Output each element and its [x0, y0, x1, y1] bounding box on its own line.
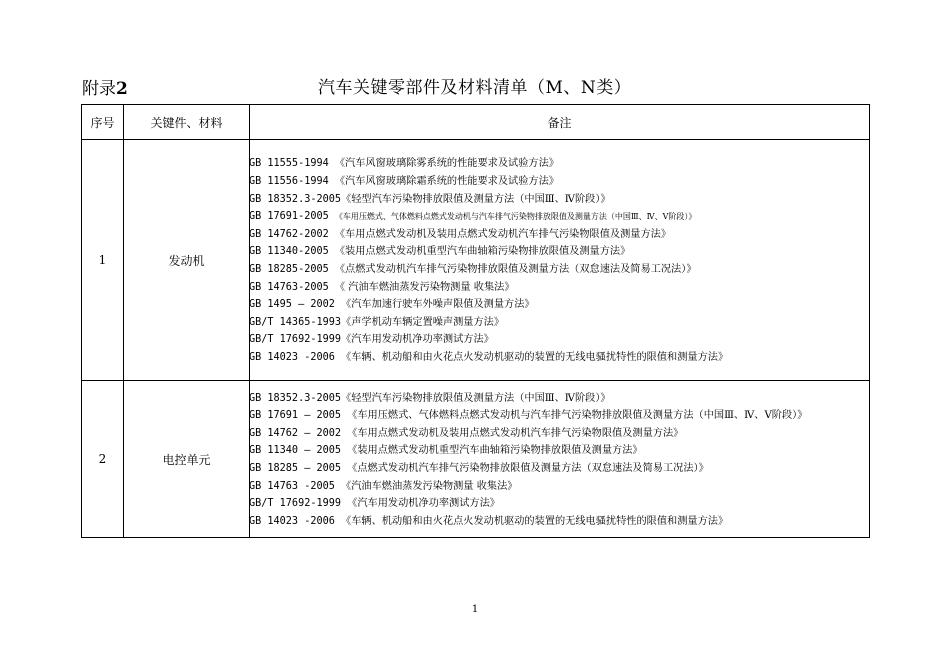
standard-code: GB/T 17692-1999: [249, 498, 348, 510]
standard-line: [249, 349, 869, 367]
document-title: 汽车关键零部件及材料清单（M、N类）: [318, 78, 632, 98]
column-header-index: 序号: [82, 105, 124, 140]
standard-title: 《点燃式发动机汽车排气污染物排放限值及测量方法（双怠速法及简易工况法）》: [347, 463, 709, 474]
standard-title: 《汽油车燃油蒸发污染物测量 收集法》: [341, 480, 518, 492]
row-notes: [250, 381, 870, 538]
row-index: 1: [82, 140, 124, 381]
standard-code: GB 11340 – 2005: [249, 445, 348, 457]
standards-list: [250, 153, 869, 366]
standard-line: [249, 173, 869, 191]
standard-line: [249, 243, 869, 261]
standard-title: 《轻型汽车污染物排放限值及测量方法（中国Ⅲ、Ⅳ阶段）》: [341, 392, 611, 404]
standard-code: GB 17691 – 2005: [249, 410, 348, 422]
standard-line: [249, 442, 869, 460]
standard-line: [249, 208, 869, 226]
standard-code: GB 14762-2002: [249, 228, 335, 240]
standards-list: [250, 388, 869, 531]
parts-table: [81, 104, 870, 538]
standard-title: 《装用点燃式发动机重型汽车曲轴箱污染物排放限值及测量方法》: [334, 246, 631, 258]
standard-code: GB 14763 -2005: [249, 480, 342, 492]
standard-line: [249, 390, 869, 408]
standard-code: GB 18285 – 2005: [249, 463, 348, 474]
standard-title: 《车用压燃式、气体燃料点燃式发动机与汽车排气污染物排放限值及测量方法（中国Ⅲ、Ⅳ、Ⅴ阶段）》: [347, 410, 808, 422]
standard-code: GB 17691-2005: [249, 211, 335, 223]
standard-code: GB 18352.3-2005: [249, 392, 342, 404]
column-header-item: 关键件、材料: [124, 105, 250, 140]
standard-line: [249, 495, 869, 513]
standard-line: [249, 331, 869, 349]
standard-code: GB 14023 -2006: [249, 515, 342, 527]
standard-title: 《车辆、机动船和由火花点火发动机驱动的装置的无线电骚扰特性的限值和测量方法》: [341, 515, 729, 527]
standard-title: 《 汽油车燃油蒸发污染物测量 收集法》: [334, 281, 515, 293]
table-row: [82, 381, 870, 538]
standard-title: 《车用点燃式发动机及装用点燃式发动机汽车排气污染物限值及测量方法》: [334, 228, 672, 240]
row-item: 发动机: [124, 140, 250, 381]
standard-code: GB 11556-1994: [249, 176, 335, 188]
standard-line: [249, 478, 869, 496]
standard-line: [249, 155, 869, 173]
standard-title: 《汽车风窗玻璃除霜系统的性能要求及试验方法》: [334, 176, 559, 188]
standard-title: 《汽车用发动机净功率测试方法》: [341, 334, 494, 346]
standard-code: GB 18285-2005: [249, 264, 335, 275]
appendix-number: 2: [116, 79, 128, 99]
standard-code: GB/T 17692-1999: [249, 334, 342, 346]
standard-title: 《轻型汽车污染物排放限值及测量方法（中国Ⅲ、Ⅳ阶段）》: [341, 193, 611, 205]
standard-line: [249, 279, 869, 297]
table-header-row: [82, 105, 870, 140]
standard-code: GB 18352.3-2005: [249, 193, 342, 205]
standard-title: 《车用点燃式发动机及装用点燃式发动机汽车排气污染物限值及测量方法》: [347, 427, 684, 439]
standard-line: [249, 314, 869, 332]
row-item: 电控单元: [124, 381, 250, 538]
table-row: [82, 140, 870, 381]
standard-code: GB 11340-2005: [249, 246, 335, 258]
standard-title: 《车辆、机动船和由火花点火发动机驱动的装置的无线电骚扰特性的限值和测量方法》: [341, 351, 729, 363]
column-header-notes: 备注: [250, 105, 870, 140]
standard-code: GB 14023 -2006: [249, 351, 342, 363]
standard-line: [249, 261, 869, 279]
standard-code: GB 14763-2005: [249, 281, 335, 293]
standard-line: [249, 460, 869, 478]
standard-code: GB 14762 – 2002: [249, 427, 348, 439]
standard-title: 《汽车风窗玻璃除雾系统的性能要求及试验方法》: [334, 158, 559, 170]
page-number: 1: [471, 604, 479, 615]
row-notes: [250, 140, 870, 381]
standard-title: 《装用点燃式发动机重型汽车曲轴箱污染物排放限值及测量方法》: [347, 445, 643, 457]
standard-title: 《车用压燃式、气体燃料点燃式发动机与汽车排气污染物排放限值及测量方法（中国Ⅲ、Ⅳ、Ⅴ阶段）》: [334, 212, 697, 222]
standard-code: GB 11555-1994: [249, 158, 335, 170]
standard-title: 《点燃式发动机汽车排气污染物排放限值及测量方法（双怠速法及简易工况法）》: [334, 264, 697, 275]
standard-title: 《汽车用发动机净功率测试方法》: [347, 498, 500, 510]
appendix-label: [82, 74, 128, 99]
standard-line: [249, 296, 869, 314]
standard-line: [249, 407, 869, 425]
appendix-text: 附录: [82, 79, 116, 99]
standard-title: 《汽车加速行驶车外噪声限值及测量方法》: [341, 299, 535, 311]
standard-code: GB/T 14365-1993: [249, 316, 342, 328]
standard-line: [249, 513, 869, 531]
standard-line: [249, 226, 869, 244]
standard-title: 《声学机动车辆定置噪声测量方法》: [341, 316, 505, 328]
standard-line: [249, 191, 869, 209]
row-index: 2: [82, 381, 124, 538]
standard-code: GB 1495 – 2002: [249, 299, 342, 311]
standard-line: [249, 425, 869, 443]
